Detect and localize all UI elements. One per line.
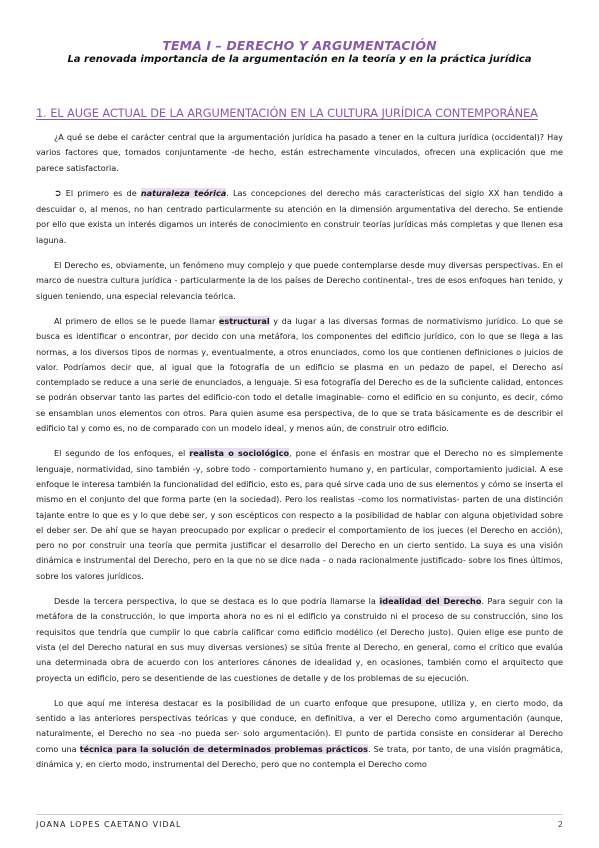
body-text [36, 130, 563, 782]
paragraph-2: ➲ El primero es de naturaleza teórica. Las concepciones del derecho más características del siglo XX han tendido a descuidar o, al menos, no han centrado particularmente su atención en la dimensión argumentativa del derecho. Se entiende por ello que exista un interés digamos un interés de conocimiento en construir teorías jurídicas más completas y que llenen esa laguna. [36, 187, 563, 245]
document-subtitle: La renovada importancia de la argumentación en la teoría y en la práctica jurídica [67, 54, 532, 65]
footer-author: JOANA LOPES CAETANO VIDAL [36, 820, 182, 829]
highlight-naturaleza-teorica: naturaleza teórica [140, 187, 227, 198]
paragraph-5: El segundo de los enfoques, el realista o sociológico, pone el énfasis en mostrar que el Derecho no es simplemente lenguaje, normatividad, sino también -y, sobre todo - comportamiento humano y, en particular, comportamiento judicial. A ese enfoque le interesa también la funcionalidad del edificio, esto es, para qué sirve cada uno de sus elementos y cómo se inserta el mismo en el conjunto del que forma parte (en la sociedad). Pero los realistas –como los normativistas- parten de una distinción tajante entre lo que es y lo que debe ser, y son escépticos con respecto a la posibilidad de hablar con alguna objetividad sobre el deber ser. De ahí que se hayan preocupado por explicar o predecir el comportamiento de los jueces (el Derecho en acción), pero no por construir una teoría que permita justificar el desarrollo del Derecho en un cierto sentido. La suya es una visión dinámica e instrumental del Derecho, pero en la que no se dice nada - o nada racionalmente justificado- sobre los fines últimos, sobre los valores jurídicos. [36, 448, 563, 581]
highlight-idealidad: idealidad del Derecho [379, 596, 482, 607]
footer-divider [36, 814, 563, 815]
paragraph-1: ¿A qué se debe el carácter central que la argumentación jurídica ha pasado a tener en la cultura jurídica (occidental)? Hay varios factores que, tomados conjuntamente -de hecho, están estrechamente vinculados, ofrecen una explicación que me parece satisfactoria. [36, 132, 563, 173]
highlight-tecnica: técnica para la solución de determinados problemas prácticos [79, 743, 368, 754]
page-number: 2 [557, 820, 563, 829]
highlight-estructural: estructural [218, 315, 270, 326]
highlight-realista: realista o sociológico [189, 448, 290, 459]
arrow-bullet-icon: ➲ [54, 188, 62, 199]
section-heading: 1. EL AUGE ACTUAL DE LA ARGUMENTACIÓN EN LA CULTURA JURÍDICA CONTEMPORÁNEA [36, 106, 538, 120]
paragraph-7: Lo que aquí me interesa destacar es la posibilidad de un cuarto enfoque que presupone, utiliza y, en cierto modo, da sentido a las anteriores perspectivas teóricas y que conduce, en definitiva, a ver el Derecho como argumentación (aunque, naturalmente, el Derecho no sea -no pueda ser- solo argumentación). El punto de partida consiste en considerar al Derecho como una técnica para la solución de determinados problemas prácticos. Se trata, por tanto, de una visión pragmática, dinámica y, en cierto modo, instrumental del Derecho, pero que no contempla el Derecho como [36, 697, 563, 769]
paragraph-6: Desde la tercera perspectiva, lo que se destaca es lo que podría llamarse la idealidad del Derecho. Para seguir con la metáfora de la construcción, lo que importa ahora no es ni el edificio ya construido ni el proceso de su construcción, sino los requisitos que tendría que cumplir lo que cabría calificar como edificio modélico (el Derecho justo). Quien elige ese punto de vista (el del Derecho natural en sus muy diversas versiones) se sitúa frente al Derecho, en general, como el crítico que evalúa una determinada obra de acuerdo con los anteriores cánones de idealidad y, en ocasiones, también como el arquitecto que proyecta un edificio, pero se desentiende de las cuestiones de detalle y de los problemas de su ejecución. [36, 596, 563, 683]
document-title: TEMA I – DERECHO Y ARGUMENTACIÓN [162, 38, 437, 53]
paragraph-3: El Derecho es, obviamente, un fenómeno muy complejo y que puede contemplarse desde muy diversas perspectivas. En el marco de nuestra cultura jurídica - particularmente la de los países de Derecho continental-, tres de esos enfoques han tenido, y siguen teniendo, una especial relevancia teórica. [36, 260, 563, 301]
paragraph-4: Al primero de ellos se le puede llamar estructural y da lugar a las diversas formas de normativismo jurídico. Lo que se busca es identificar o encontrar, por decido con una metáfora, los componentes del edificio jurídico, con lo que se llega a las normas, a los diversos tipos de normas y, eventualmente, a otros enunciados, como los que contienen definiciones o juicios de valor. Podríamos decir que, al igual que la fotografía de un edificio se plasma en un pedazo de papel, el Derecho así contemplado se reduce a una serie de enunciados, a lenguaje. Si esa fotografía del Derecho es de la suficiente calidad, entonces se podrán observar tanto las partes del edificio-con todo el detalle imaginable- como el edificio en su conjunto, es decir, cómo se ensamblan unos elementos con otros. Para quien asume esa perspectiva, de lo que se trata básicamente es de describir el edificio tal y como es, no de comparado con un modelo ideal, y menos aún, de construir otro edificio. [36, 315, 563, 434]
